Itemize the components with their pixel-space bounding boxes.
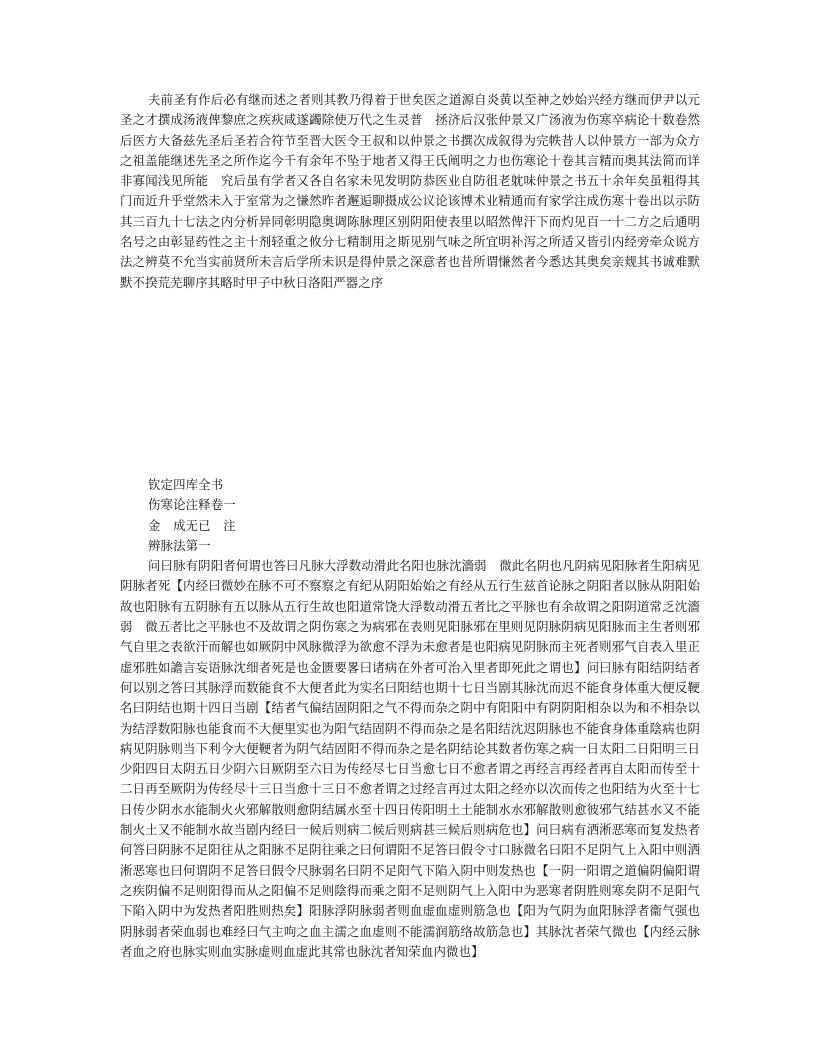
chapter-title: 辨脉法第一 <box>148 537 211 553</box>
preface-paragraph: 夫前圣有作后必有继而述之者则其教乃得着于世矣医之道源自炎黄以至神之妙始兴经方继而伊尹以元圣之才撰成汤液俾黎庶之疾疢咸遂蠲除使万代之生灵普 拯济后汉张仲景又广汤液为伤寒卒病论十数卷然后医方大备兹先圣后圣若合符节至晋大医令王叔和以仲景之书撰次成叙得为完帙昔人以仲景方一部为众方之祖盖能继述先圣之所作迄今千有余年不坠于地者又得王氏阐明之力也伤寒论十卷其言精而奥其法简而详非寡闻浅见所能 究后虽有学者又各自名家未见发明防恭医业自防徂老躭味仲景之书五十余年矣虽粗得其门而近升乎堂然未入于室常为之慊然昨者邂逅聊摄成公议论该博术业精通而有家学注成伤寒十卷出以示防其三百九十七法之内分析异同彰明隐奥调陈脉理区别阴阳使表里以昭然俾汗下而灼见百一十二方之后通明名号之由彰显药性之主十剂轻重之攸分七精制用之斯见别气味之所宜明补泻之所适又皆引内经旁牵众说方法之辨莫不允当实前贤所未言后学所未识是得仲景之深意者也昔所谓慊然者今悉达其奥矣亲觌其书诚难默默不揆荒芜聊序其略时甲子中秋日洛阳严器之序 <box>120 92 700 290</box>
chapter-block <box>120 475 700 962</box>
preface-block <box>120 90 700 293</box>
author-line: 金 成无已 注 <box>148 517 236 533</box>
collection-title: 钦定四库全书 <box>148 477 224 492</box>
chapter-body: 问曰脉有阴阳者何谓也答曰凡脉大浮数动滑此名阳也脉沈濇弱 微此名阴也凡阴病见阳脉者生阳病见阴脉者死【内经曰微妙在脉不可不察察之有纪从阴阳始始之有经从五行生兹首论脉之阴阳者以脉从阴阳始故也阳脉有五阴脉有五以脉从五行生故也阳道常饶大浮数动滑五者比之平脉也有余故谓之阳阴道常乏沈濇弱 微五者比之平脉也不及故谓之阴伤寒之为病邪在表则见阳脉邪在里则见阴脉阴病见阳脉而主生者则邪气自里之表欲汗而解也如厥阴中风脉微浮为欲愈不浮为未愈者是也阳病见阴脉而主死者则邪气自表入里正虚邪胜如譫言妄语脉沈细者死是也金匮要畧曰诸病在外者可治入里者即死此之谓也】问曰脉有阳结阴结者何以别之答曰其脉浮而数能食不大便者此为实名曰阳结也期十七日当剧其脉沈而迟不能食身体重大便反鞕名曰阴结也期十四日当剧【结者气偏结固阴阳之气不得而杂之阴中有阳阳中有阴阴阳相杂以为和不相杂以为结浮数阳脉也能食而不大便里实也为阳气结固阴不得而杂之是名阳结沈迟阴脉也不能食身体重陰病也阴病见阴脉则当下利今大便鞕者为阴气结固阳不得而杂之是名阴结论其数者伤寒之病一日太阳二日阳明三日少阳四日太阴五日少阴六日厥阴至六日为传经尽七日当愈七日不愈者谓之再经言再经者再自太阳而传至十二日再至厥阴为传经尽十三日当愈十三日不愈者谓之过经言再过太阳之经亦以次而传之也阳结为火至十七日传少阴水水能制火火邪解散则愈阴结属水至十四日传阳明土土能制水水邪解散则愈彼邪气结甚水又不能制火土又不能制水故当剧内经曰一候后则病二候后则病甚三候后则病危也】问曰病有洒淅恶寒而复发热者何答曰阴脉不足阳往从之阳脉不足阴往乘之曰何谓阳不足答曰假令寸口脉微名曰阳不足阴气上入阳中则洒淅恶寒也曰何谓阴不足答曰假令尺脉弱名曰阴不足阳气下陷入阴中则发热也【一阴一阳谓之道偏阴偏阳谓之疾阴偏不足则阳得而从之阳偏不足则陰得而乘之阳不足则阴气上入阳中为恶寒者阴胜则寒矣阴不足阳气下陷入阴中为发热者阳胜则热矣】阳脉浮阴脉弱者则血虚血虚则筋急也【阳为气阴为血阳脉浮者衞气强也阴脉弱者荣血弱也难经曰气主呴之血主濡之血虚则不能濡润筋络故筋急也】其脉沈者荣气微也【内经云脉者血之府也脉实则血实脉虚则血虚此其常也脉沈者知荣血内微也】 <box>120 558 700 959</box>
volume-title: 伤寒论注释卷一 <box>148 497 236 513</box>
